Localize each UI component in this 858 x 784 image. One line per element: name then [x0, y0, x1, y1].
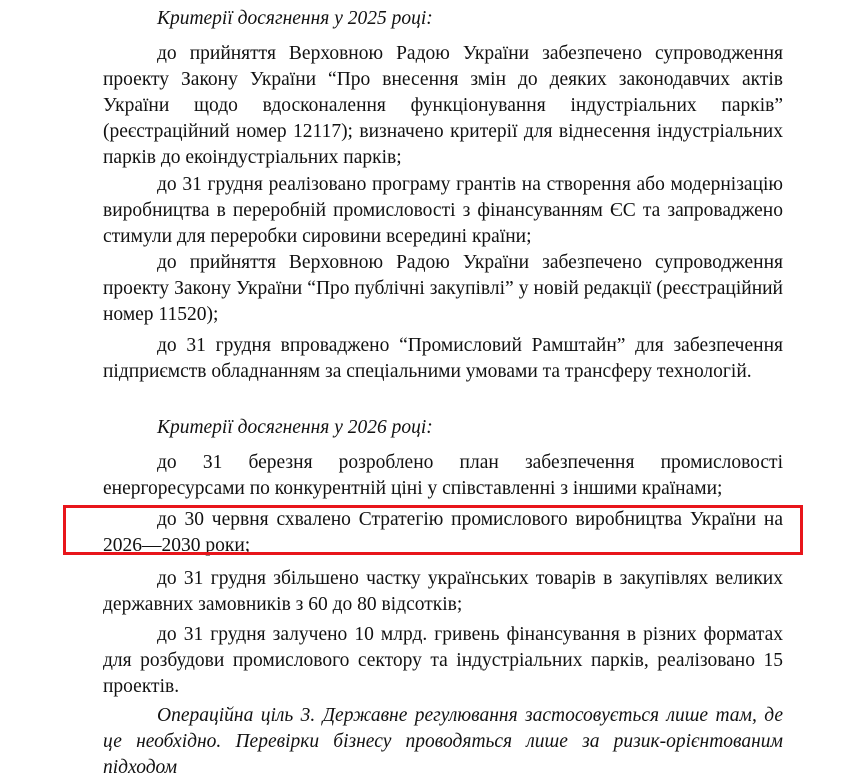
paragraph-public-procurement-law: до прийняття Верховною Радою України забезпечено супроводження проекту Закону України “Про публічні закупівлі” у новій редакції (реєстраційний номер 11520); — [103, 252, 783, 325]
paragraph-industrial-ramstein: до 31 грудня впроваджено “Промисловий Рамштайн” для забезпечення підприємств обладнанням за спеціальними умовами та трансферу технологій. — [103, 335, 783, 382]
paragraph-industrial-strategy: до 30 червня схвалено Стратегію промислового виробництва України на 2026—2030 роки; — [103, 509, 783, 556]
paragraph-procurement-share: до 31 грудня збільшено частку українських товарів в закупівлях великих державних замовників з 60 до 80 відсотків; — [103, 568, 783, 615]
heading-criteria-2025: Критерії досягнення у 2025 році: — [157, 8, 433, 29]
paragraph-operational-goal-3: Операційна ціль 3. Державне регулювання застосовується лише там, де це необхідно. Перевірки бізнесу проводяться лише за ризик-орієнтованим підходом — [103, 705, 783, 778]
paragraph-grant-program: до 31 грудня реалізовано програму грантів на створення або модернізацію виробництва в переробній промисловості з фінансуванням ЄС та запроваджено стимули для переробки сировини всередині країни; — [103, 174, 783, 247]
heading-criteria-2026: Критерії досягнення у 2026 році: — [157, 417, 433, 438]
paragraph-energy-plan: до 31 березня розроблено план забезпечення промисловості енергоресурсами по конкурентній ціні у співставленні з іншими країнами; — [103, 452, 783, 499]
paragraph-law-industrial-parks: до прийняття Верховною Радою України забезпечено супроводження проекту Закону України “Про внесення змін до деяких законодавчих актів України щодо вдосконалення функціонування індустріальних парків” (реєстраційний номер 12117); визначено критерії для віднесення індустріальних парків до екоіндустріальних парків; — [103, 43, 783, 168]
paragraph-financing: до 31 грудня залучено 10 млрд. гривень фінансування в різних форматах для розбудови промислового сектору та індустріальних парків, реалізовано 15 проектів. — [103, 624, 783, 697]
